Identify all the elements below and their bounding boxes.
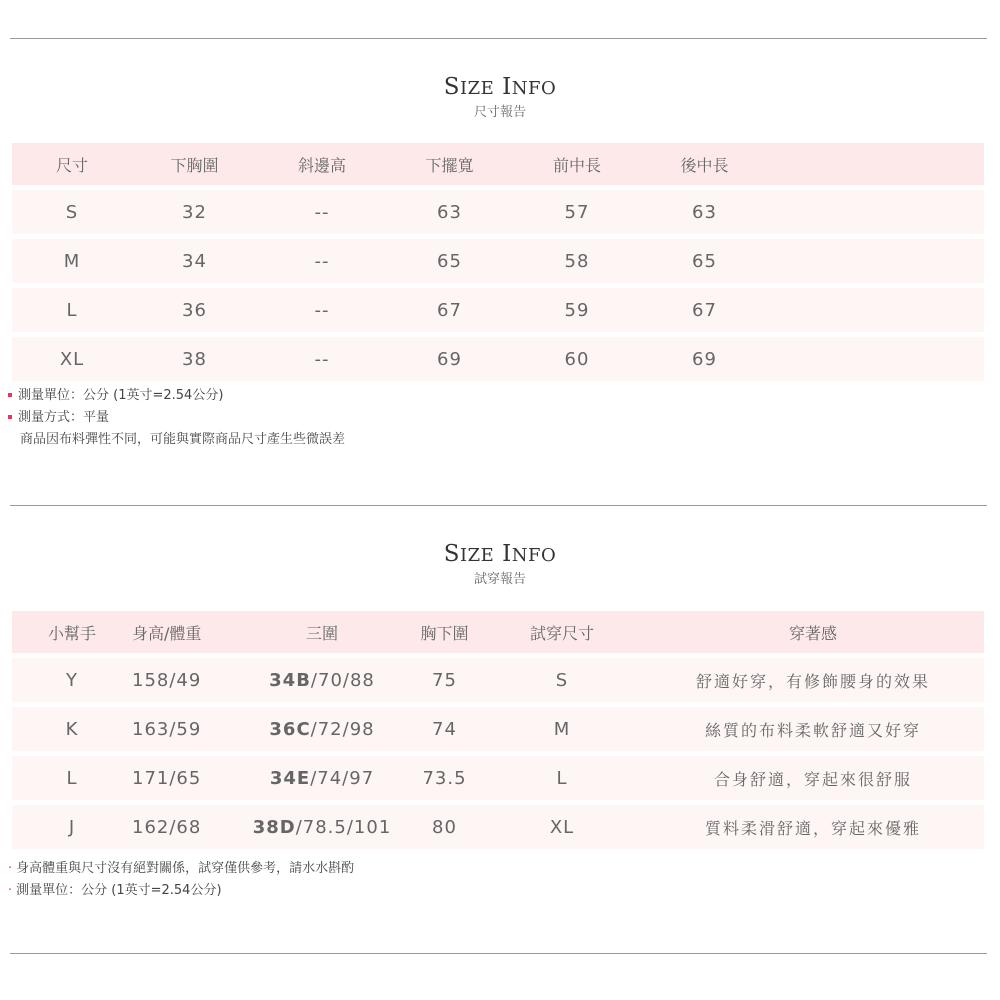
- table-cell: 質料柔滑舒適，穿起來優雅: [642, 805, 984, 849]
- table-cell: K: [12, 707, 132, 751]
- table-cell: 73.5: [407, 756, 482, 800]
- table-cell: 69: [387, 337, 512, 381]
- table-cell: S: [12, 190, 132, 234]
- table-cell: 38D/78.5/101: [237, 805, 407, 849]
- bullet-icon: ·: [8, 883, 13, 898]
- table-row: [12, 658, 984, 702]
- section1-title: SIZE INFO: [443, 74, 557, 100]
- section2-title: SIZE INFO: [443, 541, 557, 567]
- table-row: [12, 756, 984, 800]
- bullet-icon: [8, 393, 12, 397]
- divider-bottom: [10, 953, 987, 954]
- fitting-table-header: [12, 611, 984, 653]
- note-item: · 身高體重與尺寸沒有絕對關係，試穿僅供參考，請水水斟酌: [8, 861, 355, 876]
- header-cell: 下胸圍: [132, 143, 257, 185]
- table-cell: XL: [12, 337, 132, 381]
- table-row: [12, 707, 984, 751]
- table-cell: 36: [132, 288, 257, 332]
- table-cell: 69: [642, 337, 767, 381]
- header-cell: 胸下圍: [407, 611, 482, 653]
- bullet-icon: ·: [8, 861, 13, 876]
- table-cell: --: [257, 190, 387, 234]
- table-cell: --: [257, 337, 387, 381]
- table-cell: XL: [482, 805, 642, 849]
- header-cell: 後中長: [642, 143, 767, 185]
- table-row: [12, 190, 984, 234]
- header-cell: 小幫手: [12, 611, 132, 653]
- table-cell: Y: [12, 658, 132, 702]
- header-cell: 前中長: [512, 143, 642, 185]
- table-cell: --: [257, 288, 387, 332]
- table-cell: 合身舒適，穿起來很舒服: [642, 756, 984, 800]
- table-cell: 34: [132, 239, 257, 283]
- fitting-notes: [8, 858, 354, 902]
- header-cell: 試穿尺寸: [482, 611, 642, 653]
- header-cell: 斜邊高: [257, 143, 387, 185]
- header-cell: 下擺寬: [387, 143, 512, 185]
- table-cell: 67: [642, 288, 767, 332]
- table-cell: L: [12, 288, 132, 332]
- table-cell: 57: [512, 190, 642, 234]
- fitting-table: [12, 611, 984, 849]
- table-cell: 67: [387, 288, 512, 332]
- table-cell: 34E/74/97: [237, 756, 407, 800]
- table-cell: --: [257, 239, 387, 283]
- table-cell: L: [482, 756, 642, 800]
- table-cell: 36C/72/98: [237, 707, 407, 751]
- table-cell: 65: [387, 239, 512, 283]
- size-table-header: [12, 143, 984, 185]
- size-table: [12, 143, 984, 381]
- table-cell: 80: [407, 805, 482, 849]
- table-cell: 舒適好穿，有修飾腰身的效果: [642, 658, 984, 702]
- table-row: [12, 805, 984, 849]
- table-row: [12, 239, 984, 283]
- table-cell: M: [482, 707, 642, 751]
- table-cell: 32: [132, 190, 257, 234]
- bullet-icon: [8, 415, 12, 419]
- table-cell: 74: [407, 707, 482, 751]
- table-cell: 65: [642, 239, 767, 283]
- table-cell: 59: [512, 288, 642, 332]
- divider-middle: [10, 505, 987, 506]
- table-cell: 158/49: [132, 658, 237, 702]
- table-cell: 34B/70/88: [237, 658, 407, 702]
- table-cell: 58: [512, 239, 642, 283]
- table-row: [12, 337, 984, 381]
- table-cell: 75: [407, 658, 482, 702]
- header-cell: 尺寸: [12, 143, 132, 185]
- table-cell: 絲質的布料柔軟舒適又好穿: [642, 707, 984, 751]
- header-cell: 穿著感: [642, 611, 984, 653]
- note-item: 測量方式：平量: [8, 407, 345, 429]
- table-cell: 63: [387, 190, 512, 234]
- table-cell: 163/59: [132, 707, 237, 751]
- section2-subtitle: 試穿報告: [473, 572, 526, 587]
- table-cell: M: [12, 239, 132, 283]
- note-item: · 測量單位：公分 (1英寸=2.54公分): [8, 883, 222, 898]
- table-cell: 60: [512, 337, 642, 381]
- table-cell: 38: [132, 337, 257, 381]
- divider-top: [10, 38, 987, 39]
- size-notes: [8, 385, 345, 451]
- table-cell: 171/65: [132, 756, 237, 800]
- header-cell: 三圍: [237, 611, 407, 653]
- table-cell: J: [12, 805, 132, 849]
- table-row: [12, 288, 984, 332]
- note-item: 商品因布料彈性不同，可能與實際商品尺寸產生些微誤差: [20, 432, 346, 447]
- table-cell: 162/68: [132, 805, 237, 849]
- table-cell: S: [482, 658, 642, 702]
- table-cell: L: [12, 756, 132, 800]
- header-cell: 身高/體重: [132, 611, 237, 653]
- table-cell: 63: [642, 190, 767, 234]
- section1-subtitle: 尺寸報告: [473, 105, 526, 120]
- note-item: 測量單位：公分 (1英寸=2.54公分): [8, 385, 345, 407]
